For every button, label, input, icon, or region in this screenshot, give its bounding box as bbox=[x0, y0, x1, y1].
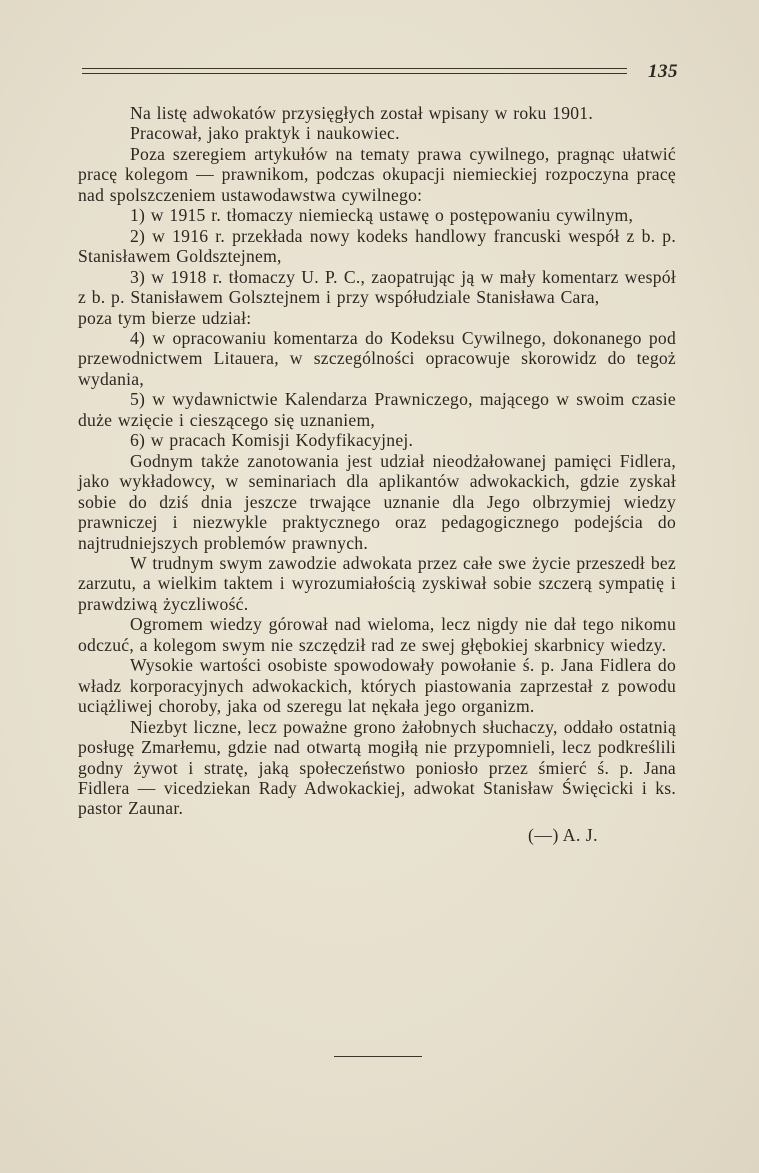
header-rule-top bbox=[82, 68, 627, 69]
page-header bbox=[82, 60, 682, 90]
body-text bbox=[78, 103, 676, 845]
list-item-4: 4) w opracowaniu komentarza do Kodeksu Cywilnego, dokonanego pod przewodnictwem Litauera, w szczególności opracowuje skorowidz do tegoż wydania, bbox=[78, 327, 676, 389]
paragraph-authorities: Wysokie wartości osobiste spowodowały powołanie ś. p. Jana Fidlera do władz korporacyjnych adwokackich, których piastowania zaprzestał z powodu uciążliwej choroby, jaka od szeregu lat nękała jego organizm. bbox=[78, 655, 676, 717]
author-signature: (—) A. J. bbox=[528, 824, 598, 845]
closing-rule bbox=[334, 1056, 422, 1057]
paragraph-participation: poza tym bierze udział: bbox=[78, 307, 252, 328]
list-item-5: 5) w wydawnictwie Kalendarza Prawniczego, mającego w swoim czasie duże wzięcie i cieszącego się uznaniem, bbox=[78, 389, 676, 430]
paragraph-lecturer: Godnym także zanotowania jest udział nieodżałowanej pamięci Fidlera, jako wykładowcy, w seminariach dla aplikantów adwokackich, gdzie zyskał sobie do dziś dnia jeszcze trwające uznanie dla Jego olbrzymiej wiedzy prawniczej i niezwykle praktycznego oraz pedagogicznego podejścia do najtrudniejszych problemów prawnych. bbox=[78, 450, 676, 553]
paragraph-funeral: Niezbyt liczne, lecz poważne grono żałobnych słuchaczy, oddało ostatnią posługę Zmarłemu, gdzie nad otwartą mogiłą nie przypomnieli, lecz podkreślili godny żywot i stratę, jaką społeczeństwo poniosło przez śmierć ś. p. Jana Fidlera — vicedziekan Rady Adwokackiej, adwokat Stanisław Święcicki i ks. pastor Zaunar. bbox=[78, 716, 676, 819]
list-item-1: 1) w 1915 r. tłomaczy niemiecką ustawę o postępowaniu cywilnym, bbox=[130, 205, 634, 226]
page-number: 135 bbox=[648, 61, 678, 82]
paragraph-translation-intro: Poza szeregiem artykułów na tematy prawa cywilnego, pragnąc ułatwić pracę kolegom — prawnikom, podczas okupacji niemieckiej rozpoczyna pracę nad spolszczeniem ustawodawstwa cywilnego: bbox=[78, 143, 676, 205]
list-item-6: 6) w pracach Komisji Kodyfikacyjnej. bbox=[130, 430, 414, 451]
list-item-2: 2) w 1916 r. przekłada nowy kodeks handlowy francuski wespół z b. p. Stanisławem Goldsztejnem, bbox=[78, 225, 676, 267]
paragraph-work: Pracował, jako praktyk i naukowiec. bbox=[130, 123, 400, 144]
paragraph-enrollment: Na listę adwokatów przysięgłych został wpisany w roku 1901. bbox=[130, 103, 593, 123]
header-rule-bottom bbox=[82, 73, 627, 74]
paragraph-career: W trudnym swym zawodzie adwokata przez całe swe życie przeszedł bez zarzutu, a wielkim taktem i wyrozumiałością zyskiwał sobie szczerą sympatię i prawdziwą życzliwość. bbox=[78, 552, 676, 614]
paragraph-knowledge: Ogromem wiedzy górował nad wieloma, lecz nigdy nie dał tego nikomu odczuć, a kolegom swym nie szczędził rad ze swej głębokiej skarbnicy wiedzy. bbox=[78, 614, 676, 655]
list-item-3: 3) w 1918 r. tłomaczy U. P. C., zaopatrując ją w mały komentarz wespół z b. p. Stanisławem Golsztejnem i przy współudziale Stanisława Cara, bbox=[78, 266, 676, 308]
